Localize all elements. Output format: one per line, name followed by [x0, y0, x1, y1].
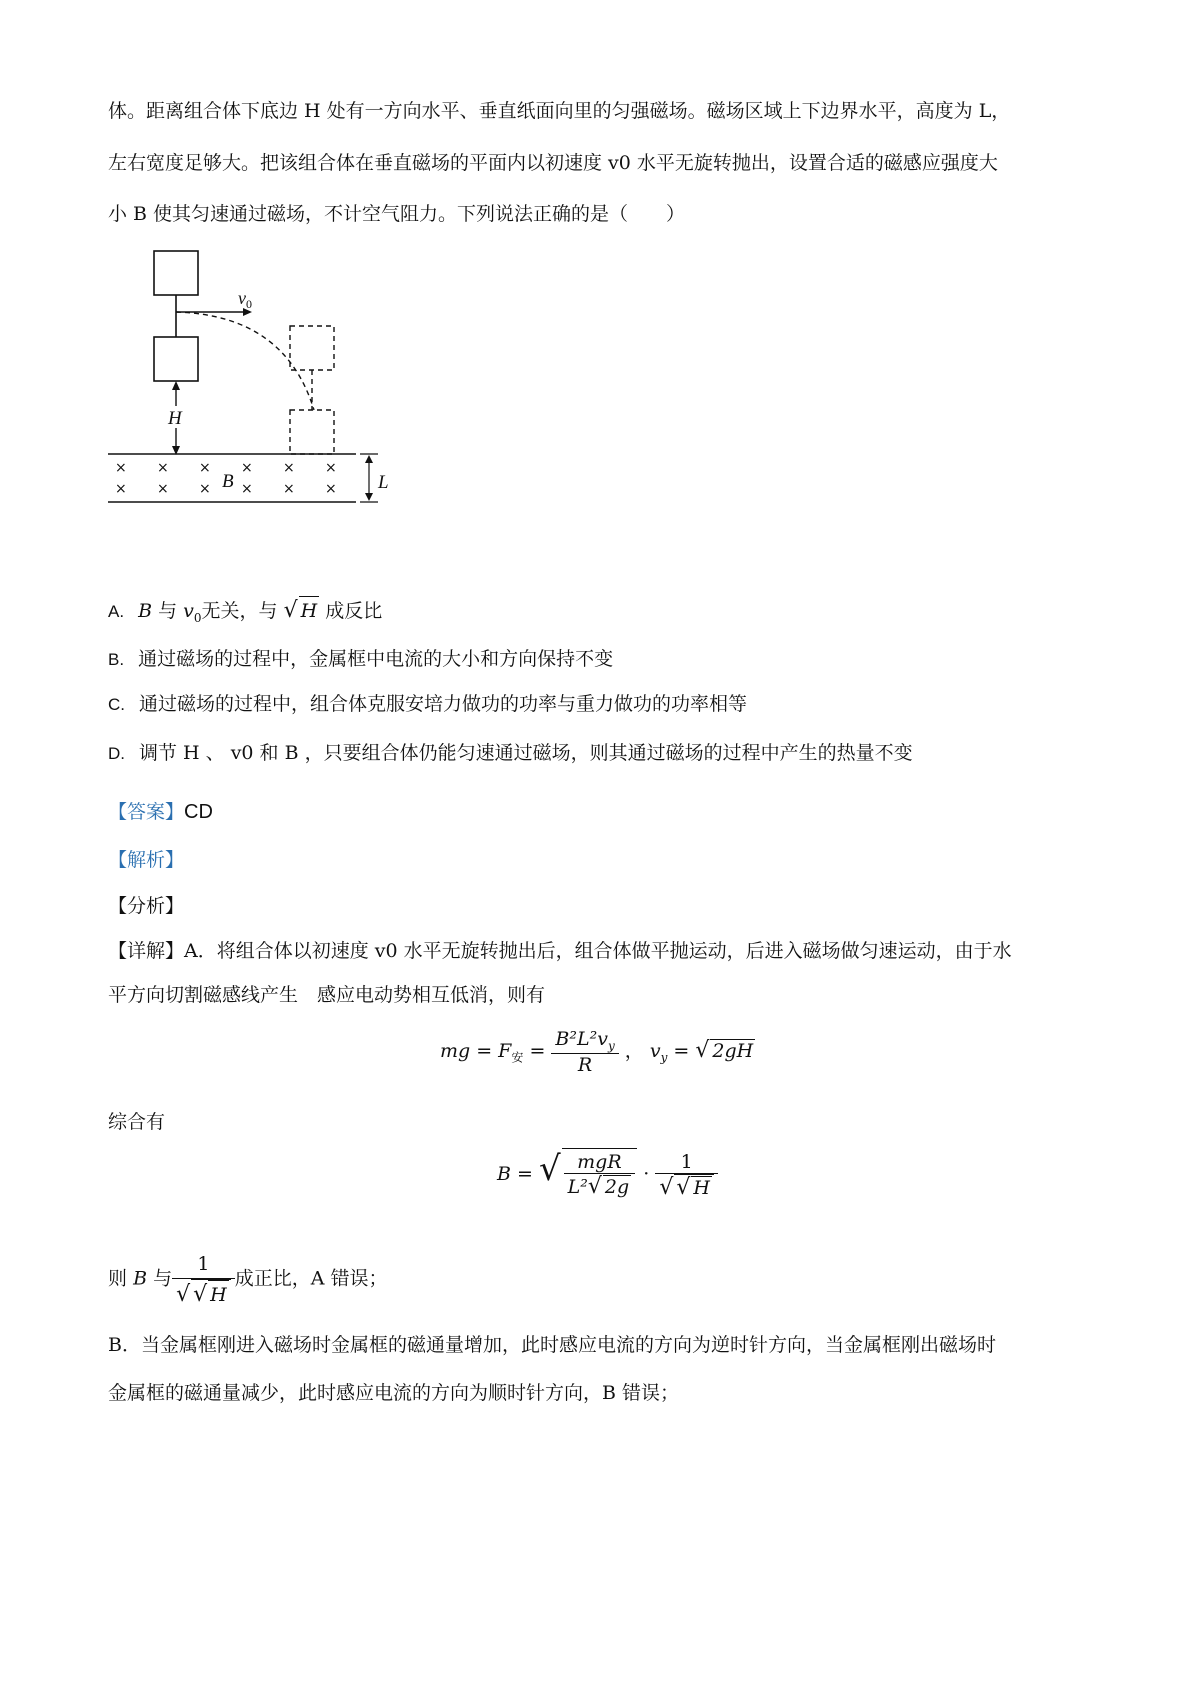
svg-text:×: × [157, 460, 169, 476]
option-b[interactable]: B. 通过磁场的过程中，金属框中电流的大小和方向保持不变 [108, 648, 614, 670]
trajectory-curve [176, 312, 314, 410]
h-label: H [168, 408, 182, 429]
equation-2: B = √ $\frac{\text{mgR}}{\text{L²√ 2g}}$ · $\frac{1}{√ √ H}$ [497, 1148, 718, 1200]
svg-text:×: × [241, 460, 253, 476]
option-a-letter: A. [108, 602, 125, 621]
upper-frame [154, 251, 198, 295]
svg-text:×: × [325, 460, 337, 476]
svg-text:×: × [283, 460, 295, 476]
answer-value: CD [184, 801, 213, 823]
b-analysis-line-2: 金属框的磁通量减少，此时感应电流的方向为顺时针方向，B 错误； [108, 1382, 680, 1404]
v0-label: $v_0$ [238, 288, 252, 311]
zonghe-text: 综合有 [108, 1111, 166, 1133]
svg-text:×: × [199, 481, 211, 497]
sqrt-sign: √ [283, 598, 298, 623]
option-d-letter: D. [108, 744, 125, 763]
analysis-label: 【解析】 [108, 849, 185, 871]
fenxi-label: 【分析】 [108, 895, 185, 917]
h-arrow-head-up [172, 381, 180, 390]
question-line-3: 小 B 使其匀速通过磁场，不计空气阻力。下列说法正确的是（ ） [108, 203, 686, 225]
answer-label: 【答案】 [108, 801, 185, 823]
option-c[interactable]: C. 通过磁场的过程中，组合体克服安培力做功的功率与重力做功的功率相等 [108, 693, 748, 715]
svg-text:×: × [199, 460, 211, 476]
question-line-2: 左右宽度足够大。把该组合体在垂直磁场的平面内以初速度 v0 水平无旋转抛出，设置合适的磁感应强度大 [108, 152, 998, 174]
dashed-upper-frame [290, 326, 334, 370]
svg-text:×: × [157, 481, 169, 497]
svg-text:×: × [325, 481, 337, 497]
lower-frame [154, 337, 198, 381]
question-line-1: 体。距离组合体下底边 H 处有一方向水平、垂直纸面向里的匀强磁场。磁场区域上下边界水平，高度为 L， [108, 100, 1011, 122]
xiangjie-label: 【详解】 [108, 940, 185, 962]
option-d[interactable]: D. 调节 H 、 v0 和 B ，只要组合体仍能匀速通过磁场，则其通过磁场的过程中产生的热量不变 [108, 742, 913, 764]
b-analysis-line-1: B．当金属框刚进入磁场时金属框的磁通量增加，此时感应电流的方向为逆时针方向，当金属框刚出磁场时 [108, 1334, 996, 1356]
b-label: B [222, 471, 234, 492]
answer-line [108, 798, 213, 826]
option-a[interactable]: A. B 与 $v_0$无关，与 √ H 成反比 [108, 598, 383, 625]
equation-1-fraction: $\frac{B^2L^2v_y}{R}$ [551, 1028, 618, 1076]
equation-1: mg = $F_安$ = $\frac{B^2L^2v_y}{R}$ ， $v_y$ = √ 2gH [440, 1028, 754, 1076]
svg-text:×: × [283, 481, 295, 497]
svg-text:×: × [241, 481, 253, 497]
dashed-lower-frame [290, 410, 334, 454]
option-c-letter: C. [108, 695, 125, 714]
physics-figure [100, 240, 430, 560]
conclusion-a: 则 B 与 $\frac{1}{√ √ H}$ 成正比，A 错误； [108, 1250, 388, 1309]
option-b-letter: B. [108, 650, 125, 669]
l-label: L [378, 472, 389, 493]
svg-text:×: × [115, 460, 127, 476]
svg-text:×: × [115, 481, 127, 497]
detail-line-1: 【详解】A．将组合体以初速度 v0 水平无旋转抛出后，组合体做平抛运动，后进入磁场做匀速运动，由于水 [108, 940, 1012, 962]
detail-line-2: 平方向切割磁感线产生 感应电动势相互低消，则有 [108, 984, 546, 1006]
